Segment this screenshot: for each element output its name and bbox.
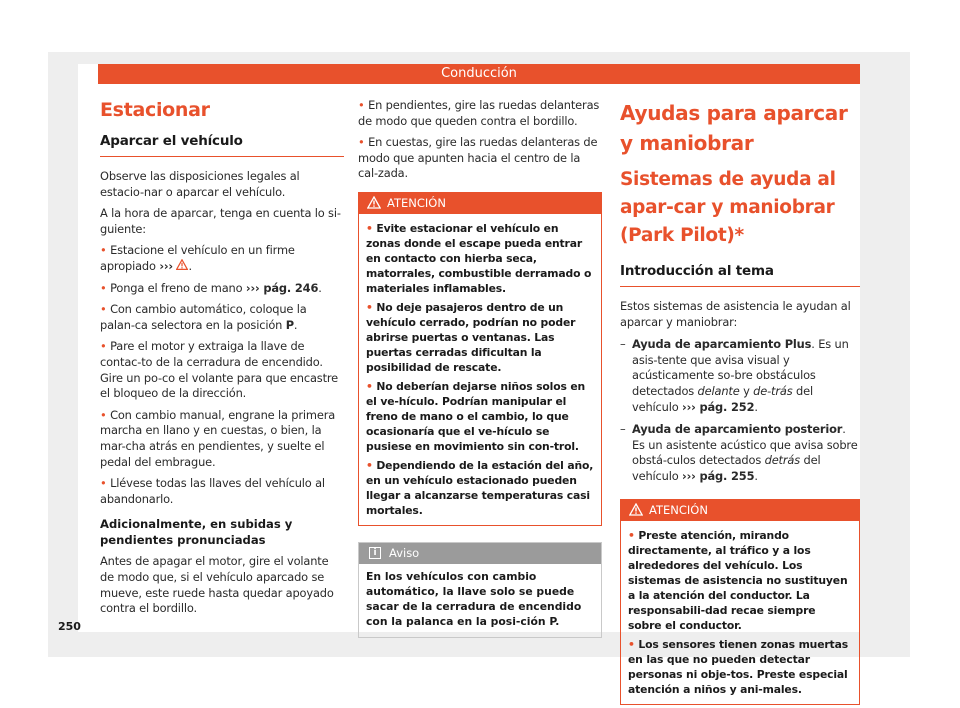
column-left — [100, 84, 344, 617]
warning-box — [358, 192, 602, 526]
subsection-header — [100, 132, 344, 157]
subsection-header — [620, 262, 860, 287]
info-icon: i — [369, 547, 381, 559]
list-item: – Ayuda de aparcamiento Plus. Es un asis-tente que avisa visual y acústicamente so-bre obstáculos detectados delante y de-trás del vehículo ››› pág. 252. — [620, 337, 849, 414]
subsection-title: Introducción al tema — [620, 263, 774, 279]
paragraph: Antes de apagar el motor, gire el volante de modo que, si el vehículo aparcado se mueve, este ruede hasta quedar apoyado contra el bordillo. — [100, 554, 334, 616]
list-item: • Pare el motor y extraiga la llave de contac-to de la cerradura de encendido. Gire un po-co el volante para que encastre el bloqueo de la dirección. — [100, 339, 339, 401]
paragraph: Observe las disposiciones legales al estacio-nar o aparcar el vehículo. — [100, 169, 300, 199]
warning-header: ATENCIÓN — [621, 500, 859, 521]
note-box — [358, 542, 602, 638]
page-number: 250 — [58, 620, 81, 633]
list-item: • Con cambio manual, engrane la primera marcha en llano y en cuestas, o bien, la mar-cha atrás en pendientes, y suelte el pedal del embrague. — [100, 407, 336, 469]
list-item: – Ayuda de aparcamiento posterior. Es un asistente acústico que avisa sobre obstá-culos detectados detrás del vehículo ››› pág. 255. — [620, 422, 858, 483]
section-subtitle: Sistemas de ayuda al apar-car y maniobrar (Park Pilot)* — [620, 169, 836, 246]
note-header: i Aviso — [359, 543, 601, 564]
column-middle — [358, 84, 602, 638]
column-right — [620, 84, 860, 705]
list-item: • En cuestas, gire las ruedas delanteras de modo que apunten hacia el centro de la cal-zada. — [358, 135, 598, 181]
warning-box — [620, 499, 860, 705]
list-item: • Estacione el vehículo en un firme apropiado ››› . — [100, 243, 295, 273]
list-item: • Ponga el freno de mano ››› pág. 246. — [100, 280, 322, 295]
list-item: • En pendientes, gire las ruedas delanteras de modo que queden contra el bordillo. — [358, 98, 600, 128]
chapter-header: Conducción — [98, 64, 860, 84]
warning-icon — [367, 196, 381, 209]
warning-item: • No deje pasajeros dentro de un vehículo cerrado, podrían no poder abrirse puertas o ventanas. Las puertas cerradas dificultan la posibilidad de rescate. — [366, 300, 576, 374]
subsection-title: Aparcar el vehículo — [100, 133, 243, 149]
list-item: • Con cambio automático, coloque la palan-ca selectora en la posición P. — [100, 302, 307, 332]
warning-header: ATENCIÓN — [359, 193, 601, 214]
note-text: En los vehículos con cambio automático, la llave solo se puede sacar de la cerradura de encendido con la palanca en la posi-ción P. — [366, 569, 582, 628]
warning-icon — [629, 503, 643, 516]
list-item: • Llévese todas las llaves del vehículo al abandonarlo. — [100, 476, 325, 506]
warning-item: • Preste atención, mirando directamente, al tráfico y a los alrededores del vehículo. Los sistemas de asistencia no sustituyen a la atención del conductor. La responsabili-dad recae siempre sobre el conductor. — [628, 528, 848, 632]
paragraph: A la hora de aparcar, tenga en cuenta lo si-guiente: — [100, 206, 341, 236]
warning-item: • No deberían dejarse niños solos en el ve-hículo. Podrían manipular el freno de mano o el cambio, lo que ocasionaría que el ve-hículo se pusiese en movimiento sin con-trol. — [366, 379, 586, 453]
warning-item: • Evite estacionar el vehículo en zonas donde el escape pueda entrar en contacto con hierba seca, matorrales, combustible derramado o materiales inflamables. — [366, 221, 592, 295]
warning-item: • Los sensores tienen zonas muertas en las que no pueden detectar personas ni obje-tos. Preste especial atención a niños y ani-males. — [628, 637, 848, 696]
section-title: Ayudas para aparcar y maniobrar — [620, 101, 848, 155]
paragraph: Estos sistemas de asistencia le ayudan al aparcar y maniobrar: — [620, 299, 851, 329]
warning-item: • Dependiendo de la estación del año, en un vehículo estacionado pueden llegar a alcanzarse temperaturas casi mortales. — [366, 458, 594, 517]
subheading: Adicionalmente, en subidas y pendientes pronunciadas — [100, 517, 293, 547]
warning-icon — [176, 259, 188, 270]
section-title: Estacionar — [100, 99, 210, 121]
